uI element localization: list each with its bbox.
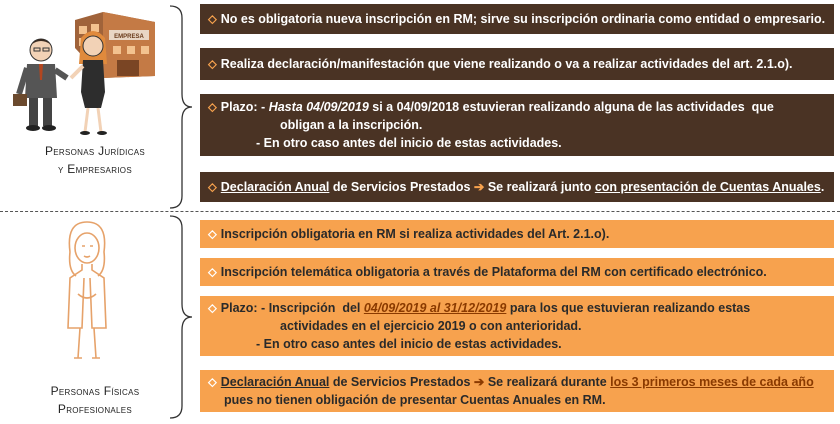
man-icon [13,39,67,131]
tag-icon: ⬦ [208,375,217,389]
top-row-3-line1-rest: si a 04/09/2018 estuvieran realizando alguna de las actividades que [368,100,774,114]
top-row-2 [200,48,834,80]
bottom-row-2-text: Inscripción telemática obligatoria a través de Plataforma del RM con certificado electrónico. [220,265,767,279]
bottom-label-line1: Personas Físicas [50,384,140,398]
top-row-3-line3: - En otro caso antes del inicio de estas actividades. [256,136,562,150]
top-row-3-date: Hasta 04/09/2019 [268,100,369,114]
top-label-line2: y Empresarios [58,162,132,176]
bottom-row-3-line3: - En otro caso antes del inicio de estas actividades. [256,337,562,351]
bottom-row-1-text: Inscripción obligatoria en RM si realiza actividades del Art. 2.1.o). [220,227,610,241]
bottom-row-1 [200,220,834,248]
top-row-3-line2: obligan a la inscripción. [280,118,423,132]
top-row-4-end: . [820,180,825,194]
top-row-1-text: No es obligatoria nueva inscripción en RM; sirve su inscripción ordinaria como entidad o empresario. [220,12,826,26]
top-row-4-mid: de Servicios Prestados [329,180,474,194]
section-divider [0,211,840,212]
tag-icon: ⬦ [208,180,217,194]
bottom-row-3 [200,296,834,356]
tag-icon: ⬦ [208,12,217,26]
top-row-2-text: Realiza declaración/manifestación que viene realizando o va a realizar actividades del art. 2.1.o). [220,57,793,71]
top-row-4-underlined2: con presentación de Cuentas Anuales [594,180,821,194]
bottom-row-3-line2: actividades en el ejercicio 2019 o con anterioridad. [280,319,582,333]
top-section-label [0,142,190,178]
bottom-row-3-line1-rest: para los que estuvieran realizando estas [506,301,751,315]
bottom-row-4 [200,370,834,412]
bottom-row-4-mid: de Servicios Prestados [329,375,474,389]
tag-icon: ⬦ [208,57,217,71]
top-row-4-underlined: Declaración Anual [220,180,330,194]
top-label-line1: Personas Jurídicas [44,144,146,158]
bottom-row-3-prefix: Plazo: - [220,301,269,315]
business-people-illustration [5,8,175,138]
top-row-1 [200,4,834,34]
bottom-row-2 [200,258,834,286]
professional-woman-illustration [52,218,122,368]
bottom-section-label [0,382,190,418]
top-row-3 [200,94,834,156]
bottom-row-3-line1-a: Inscripción del [268,301,364,315]
bottom-row-4-after: Se realizará durante [484,375,611,389]
arrow-right-icon: ➔ [473,375,485,389]
tag-icon: ⬦ [208,265,217,279]
bottom-row-4-underlined: Declaración Anual [220,375,330,389]
top-row-4 [200,172,834,202]
bottom-row-3-date: 04/09/2019 al 31/12/2019 [363,301,507,315]
bottom-row-4-line2: pues no tienen obligación de presentar Cuentas Anuales en RM. [224,393,606,407]
arrow-right-icon: ➔ [473,180,485,194]
bottom-row-4-underlined2: los 3 primeros meses de cada año [610,375,814,389]
tag-icon: ⬦ [208,100,217,114]
bottom-label-line2: Profesionales [57,402,133,416]
building-sign: EMPRESA [114,34,144,40]
tag-icon: ⬦ [208,227,217,241]
tag-icon: ⬦ [208,301,217,315]
top-brace [166,4,194,210]
top-row-4-after: Se realizará junto [484,180,595,194]
top-row-3-prefix: Plazo: - [220,100,269,114]
